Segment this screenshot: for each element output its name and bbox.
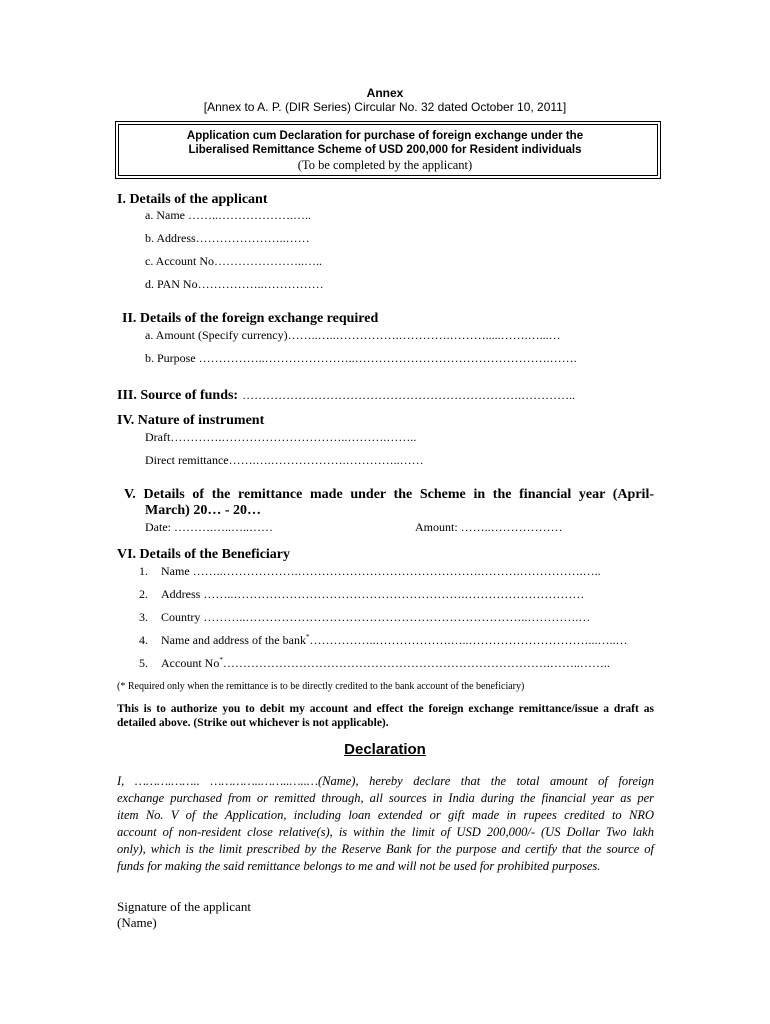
- beneficiary-item-number: 1.: [139, 564, 148, 578]
- beneficiary-item-number: 5.: [139, 656, 148, 670]
- declaration-text-line: account of non-resident close relative(s), is within the limit of USD 200,000/- (US Dollar Two lakh: [117, 825, 654, 839]
- applicant-account-field[interactable]: c. Account No…………………..…..: [145, 254, 322, 268]
- required-asterisk: *: [305, 633, 310, 641]
- required-asterisk: *: [219, 656, 223, 664]
- forex-purpose-field[interactable]: b. Purpose ……………..…………………..………………………………………….…….: [145, 351, 577, 365]
- section-applicant-heading: I. Details of the applicant: [117, 192, 268, 207]
- declaration-text-line: I, ……….…….. …………..……..…..…(Name), hereby declare that the total amount of foreign: [117, 774, 654, 788]
- authorization-line1: This is to authorize you to debit my account and effect the foreign exchange remittance/issue a draft as: [117, 703, 654, 715]
- bank-label: Name and address of the bank: [161, 633, 306, 647]
- declaration-text-line: exchange purchased from or remitted through, all sources in India during the financial year as per: [117, 791, 654, 805]
- form-instruction: (To be completed by the applicant): [297, 158, 473, 172]
- beneficiary-item-number: 4.: [139, 633, 148, 647]
- section-remittance-heading-cont: March) 20… - 20…: [145, 503, 261, 518]
- section-remittance-heading: V. Details of the remittance made under the Scheme in the financial year (April-: [124, 487, 654, 502]
- declaration-heading: Declaration: [344, 741, 426, 758]
- remittance-date-field[interactable]: Date: ……….…..…..……: [145, 520, 273, 534]
- instrument-draft-option[interactable]: Draft………….…………………………..……….……..: [145, 430, 417, 444]
- authorization-line2: detailed above. (Strike out whichever is not applicable).: [117, 717, 389, 729]
- beneficiary-account-field[interactable]: [161, 656, 610, 671]
- applicant-pan-field[interactable]: d. PAN No……………..……………: [145, 277, 324, 291]
- annex-title: Annex: [366, 86, 404, 100]
- section-beneficiary-heading: VI. Details of the Beneficiary: [117, 547, 291, 562]
- applicant-name-field[interactable]: a. Name ……..……………….…..: [145, 208, 311, 222]
- declaration-text-line: only), which is the limit prescribed by the Reserve Bank for the purpose and certify that the source of: [117, 842, 654, 856]
- account-label: Account No: [161, 656, 220, 670]
- source-of-funds-row[interactable]: [117, 386, 575, 404]
- remittance-amount-field[interactable]: Amount: ……..………………: [415, 520, 563, 534]
- declaration-text-line: funds for making the said remittance belongs to me and will not be used for prohibited purposes.: [117, 859, 601, 873]
- signature-name-label: (Name): [117, 915, 157, 930]
- signature-label[interactable]: Signature of the applicant: [117, 899, 251, 914]
- declaration-text-line: item No. V of the Application, including loan extended or gift made in rupees credited to NRO: [117, 808, 654, 822]
- beneficiary-bank-field[interactable]: [161, 633, 627, 648]
- section-forex-heading: II. Details of the foreign exchange required: [122, 311, 379, 326]
- source-of-funds-field[interactable]: …………………………………………………………….…………..: [242, 388, 576, 402]
- form-title-line1: Application cum Declaration for purchase of foreign exchange under the: [186, 130, 584, 142]
- beneficiary-address-field[interactable]: Address ……..………………………………………………….…………………………: [161, 587, 585, 601]
- applicant-address-field[interactable]: b. Address…………………..……: [145, 231, 310, 245]
- beneficiary-name-field[interactable]: Name ……..……………….……………………………………….……….…………….…..: [161, 564, 601, 578]
- instrument-direct-remittance-option[interactable]: Direct remittance…….….……………….…………..……: [145, 453, 424, 467]
- beneficiary-footnote: (* Required only when the remittance is to be directly credited to the bank account of the beneficiary): [117, 681, 525, 692]
- bank-dots: ……………..……………….…..…………………………...…..…: [309, 633, 628, 647]
- forex-amount-field[interactable]: a. Amount (Specify currency)……..…..…………….………….……….....…….…...…: [145, 328, 561, 342]
- beneficiary-country-field[interactable]: Country ………..……………………………………………………………..………….…: [161, 610, 591, 624]
- section-source-heading: III. Source of funds:: [117, 388, 239, 403]
- account-dots: ……………………………………………………………………….……..……..: [222, 656, 610, 670]
- annex-reference: [Annex to A. P. (DIR Series) Circular No. 32 dated October 10, 2011]: [203, 100, 567, 114]
- form-title-line2: Liberalised Remittance Scheme of USD 200,000 for Resident individuals: [188, 144, 582, 156]
- beneficiary-item-number: 2.: [139, 587, 148, 601]
- section-instrument-heading: IV. Nature of instrument: [117, 413, 265, 428]
- beneficiary-item-number: 3.: [139, 610, 148, 624]
